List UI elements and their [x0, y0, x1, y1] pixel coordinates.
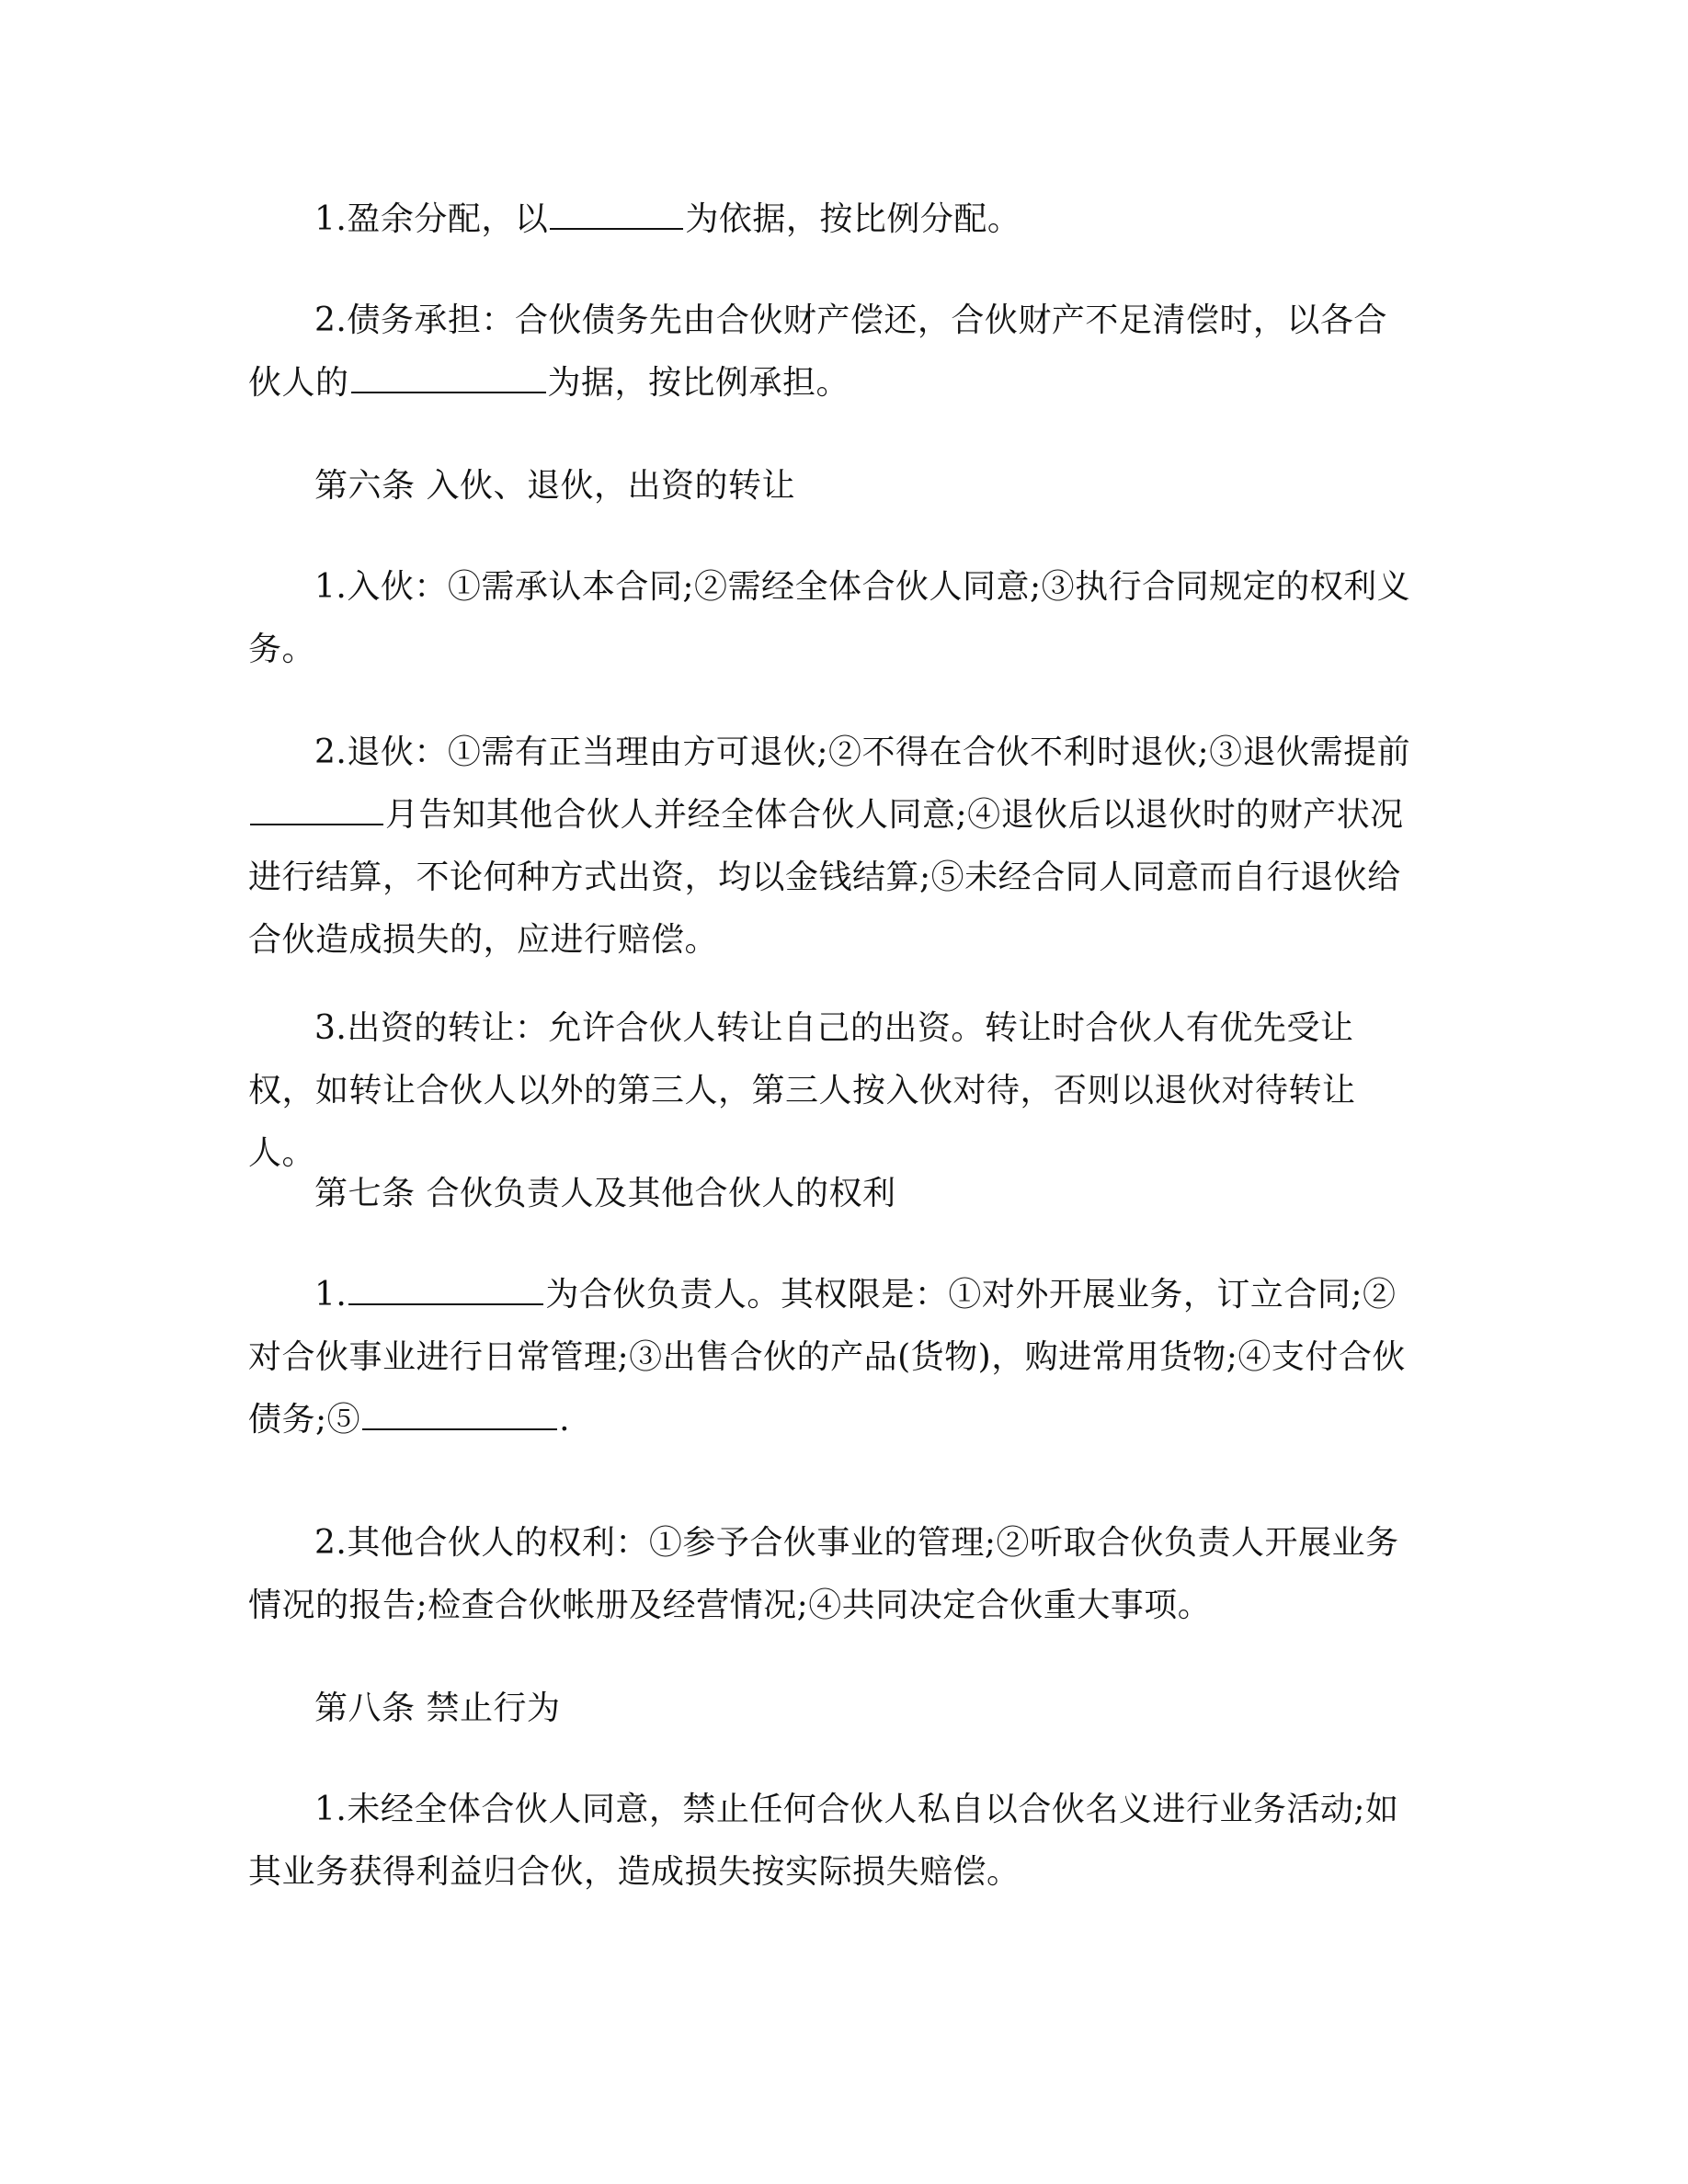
paragraph-partner-in-charge	[248, 1264, 1416, 1451]
paragraph-prohibited-acts: 1.未经全体合伙人同意，禁止任何合伙人私自以合伙名义进行业务活动;如其业务获得利益归合伙，造成损失按实际损失赔偿。	[248, 1791, 1399, 1891]
text-segment: 为据，按比例承担。	[547, 364, 850, 402]
text-segment: 月告知其他合伙人并经全体合伙人同意;④退伙后以退伙时的财产状况进行结算，不论何种方式出资，均以金钱结算;⑤未经合同人同意而自行退伙给合伙造成损失的，应进行赔偿。	[248, 796, 1404, 959]
text-segment: 为依据，按比例分配。	[685, 200, 1021, 238]
fill-in-blank[interactable]	[362, 1401, 557, 1430]
paragraph-capital-transfer: 3.出资的转让：允许合伙人转让自己的出资。转让时合伙人有优先受让权，如转让合伙人以外的第三人，第三人按入伙对待，否则以退伙对待转让人。	[248, 1009, 1356, 1172]
text-segment: 2.债务承担：合伙债务先由合伙财产偿还，合伙财产不足清偿时，以各合伙人的	[248, 301, 1387, 402]
fill-in-blank[interactable]	[348, 1276, 543, 1305]
fill-in-blank[interactable]	[550, 200, 683, 230]
text-segment: 2.退伙：①需有正当理由方可退伙;②不得在合伙不利时退伙;③退伙需提前	[314, 734, 1411, 771]
paragraph-profit-distribution	[248, 188, 1416, 251]
fill-in-blank[interactable]	[351, 364, 546, 393]
text-segment: 为合伙负责人。其权限是：①对外开展业务，订立合同;②对合伙事业进行日常管理;③出售合伙的产品(货物)，购进常用货物;④支付合伙债务;⑤	[248, 1276, 1406, 1439]
text-segment: .	[559, 1401, 571, 1439]
paragraph-joining: 1.入伙：①需承认本合同;②需经全体合伙人同意;③执行合同规定的权利义务。	[248, 568, 1411, 668]
text-segment: 1.	[314, 1276, 348, 1314]
section-heading-article-8: 第八条 禁止行为	[314, 1689, 561, 1727]
section-heading-article-6: 第六条 入伙、退伙，出资的转让	[314, 467, 795, 505]
paragraph-debt-bearing	[248, 290, 1416, 415]
text-segment: 1.盈余分配，以	[314, 200, 549, 238]
section-heading-article-7: 第七条 合伙负责人及其他合伙人的权利	[314, 1175, 896, 1212]
paragraph-withdrawal	[248, 722, 1416, 972]
paragraph-other-partners-rights: 2.其他合伙人的权利：①参予合伙事业的管理;②听取合伙负责人开展业务情况的报告;检查合伙帐册及经营情况;④共同决定合伙重大事项。	[248, 1524, 1399, 1624]
fill-in-blank[interactable]	[250, 796, 383, 825]
